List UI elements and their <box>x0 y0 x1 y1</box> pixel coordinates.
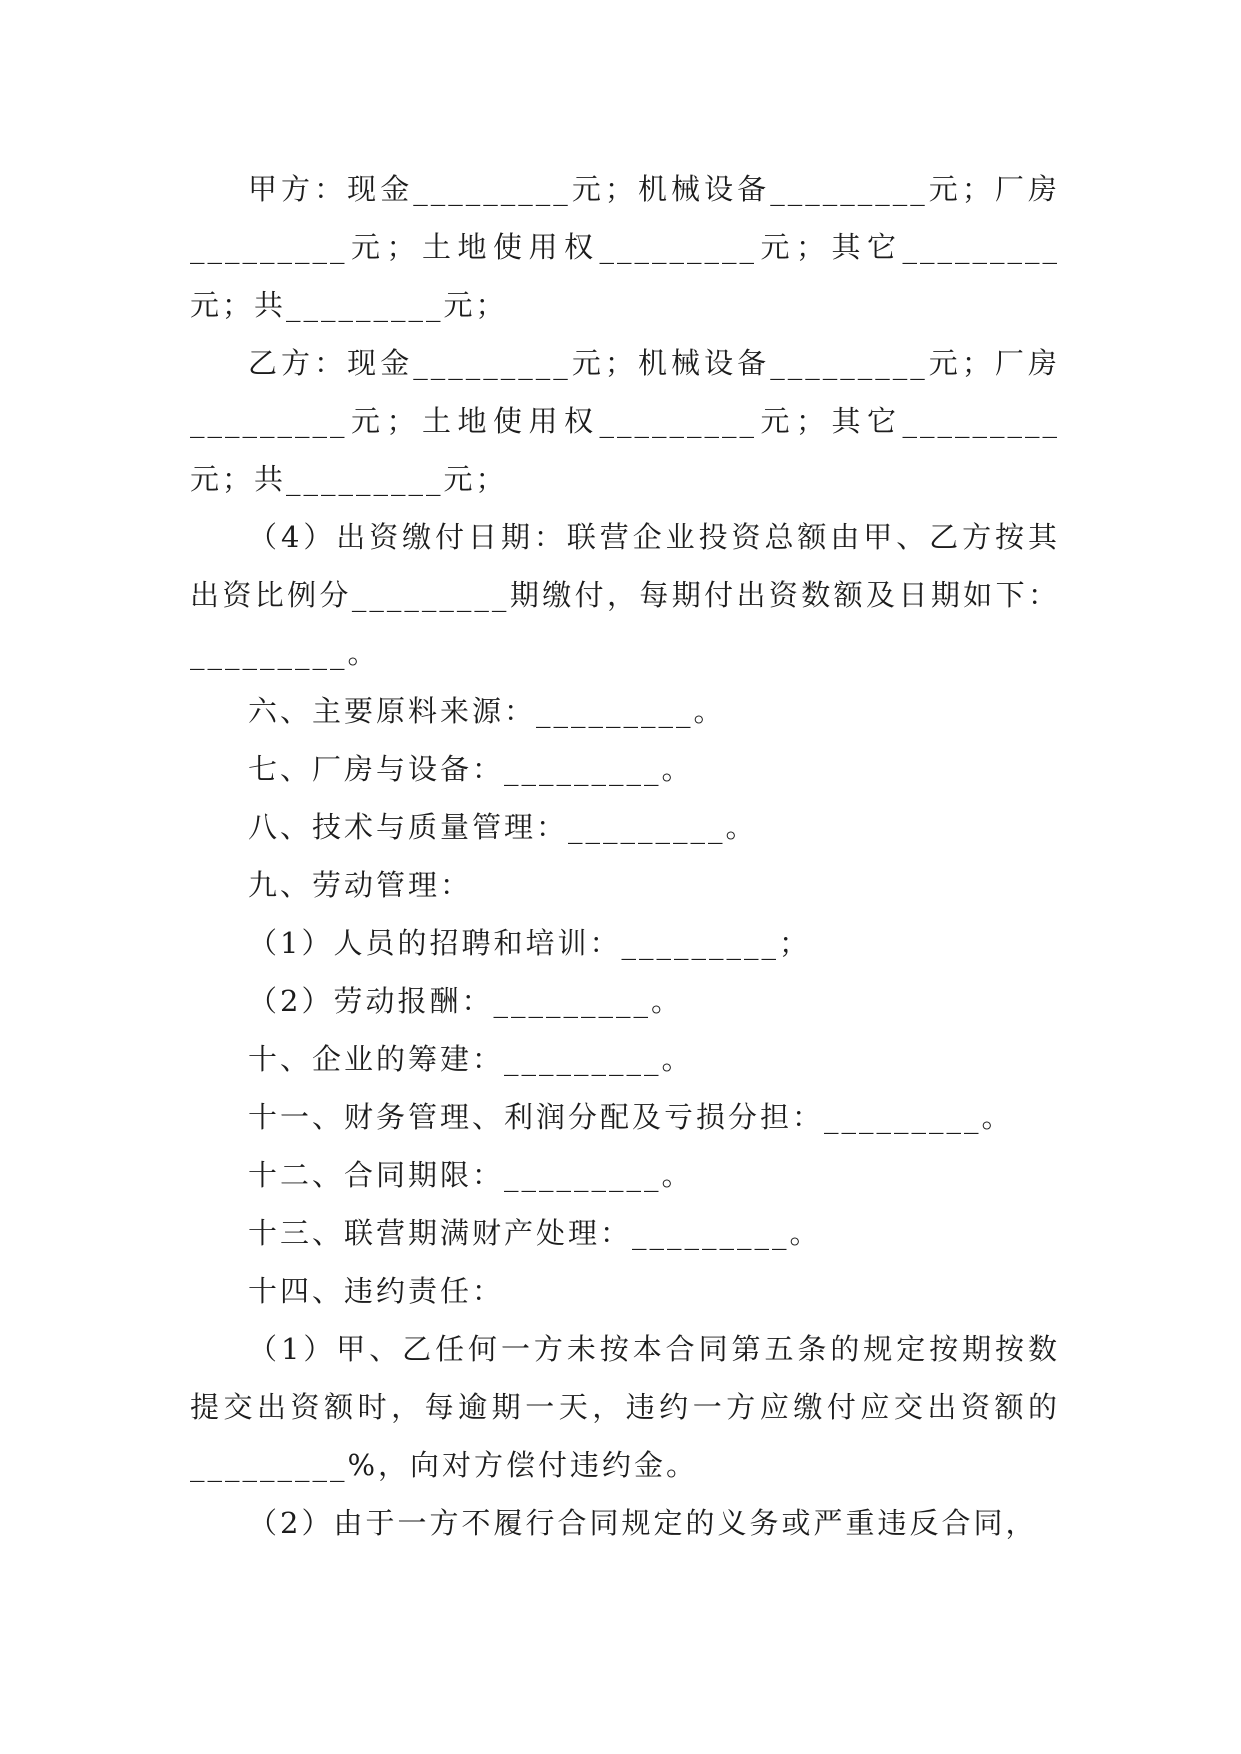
clause-party-a-contribution: 甲方：现金_________元；机械设备_________元；厂房_________元；土地使用权_________元；其它_________元；共_________元； <box>190 172 1060 322</box>
section-raw-materials: 六、主要原料来源：_________。 <box>248 694 726 728</box>
section-enterprise-setup: 十、企业的筹建：_________。 <box>248 1042 694 1076</box>
section-labor-management: 九、劳动管理： <box>248 868 473 902</box>
clause-party-b-contribution: 乙方：现金_________元；机械设备_________元；厂房_________元；土地使用权_________元；其它_________元；共_________元； <box>190 346 1060 496</box>
section-contract-term: 十二、合同期限：_________。 <box>248 1158 694 1192</box>
section-breach-liability: 十四、违约责任： <box>248 1274 505 1308</box>
section-tech-quality: 八、技术与质量管理：_________。 <box>248 810 758 844</box>
clause-recruitment-training: （1）人员的招聘和培训：_________； <box>248 926 811 960</box>
clause-remuneration: （2）劳动报酬：_________。 <box>248 984 683 1018</box>
clause-nonperformance: （2）由于一方不履行合同规定的义务或严重违反合同， <box>248 1506 1038 1540</box>
clause-late-contribution-penalty: （1）甲、乙任何一方未按本合同第五条的规定按期按数提交出资额时，每逾期一天，违约一方应缴付应交出资额的_________%，向对方偿付违约金。 <box>190 1332 1060 1482</box>
clause-payment-schedule: （4）出资缴付日期：联营企业投资总额由甲、乙方按其出资比例分_________期缴付，每期付出资数额及日期如下：_________。 <box>190 520 1060 670</box>
section-finance-profit: 十一、财务管理、利润分配及亏损分担：_________。 <box>248 1100 1014 1134</box>
section-property-disposal: 十三、联营期满财产处理：_________。 <box>248 1216 822 1250</box>
section-plant-equipment: 七、厂房与设备：_________。 <box>248 752 694 786</box>
document-body <box>190 160 1060 1552</box>
